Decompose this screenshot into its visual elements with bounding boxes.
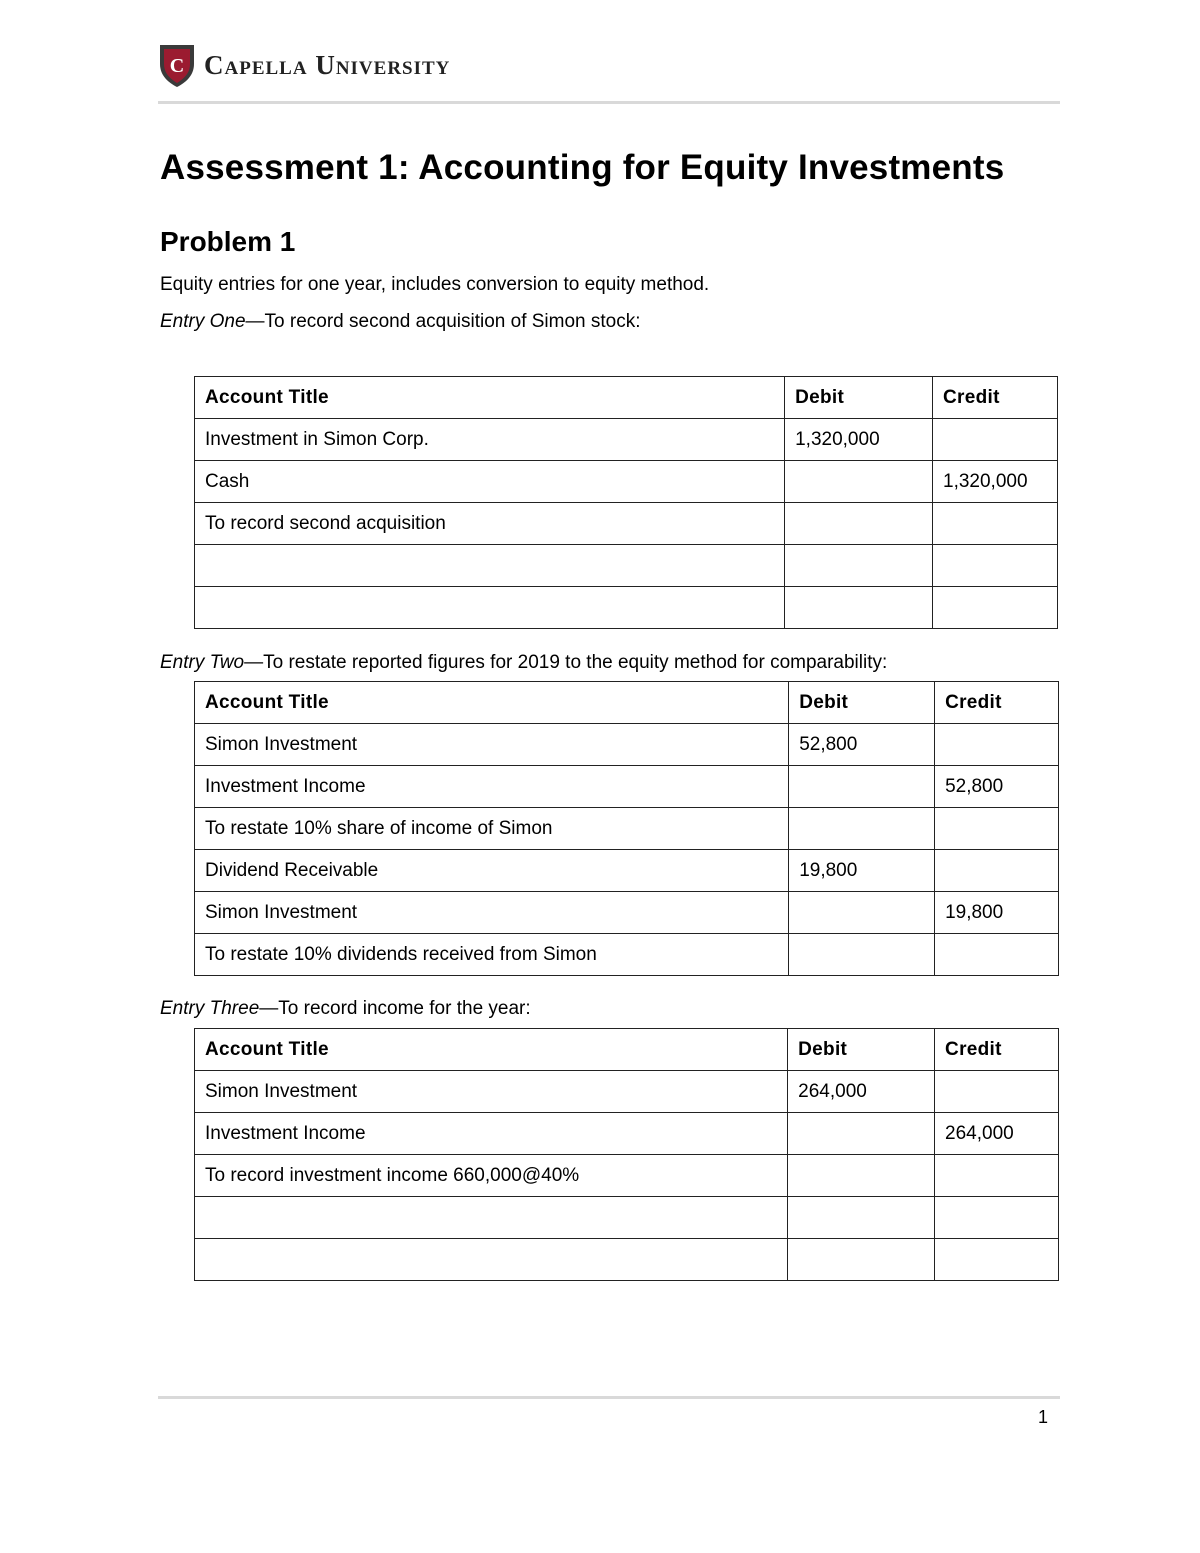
problem-heading: Problem 1 bbox=[160, 226, 296, 257]
account-cell: To record second acquisition bbox=[195, 503, 785, 545]
debit-cell bbox=[788, 1239, 935, 1281]
entry-label-italic: Entry Three bbox=[160, 998, 260, 1019]
account-cell: To record investment income 660,000@40% bbox=[195, 1155, 788, 1197]
table-header-row bbox=[195, 682, 1059, 724]
account-cell: To restate 10% share of income of Simon bbox=[195, 808, 789, 850]
header-credit: Credit bbox=[933, 377, 1058, 419]
entry-one-label bbox=[160, 311, 641, 333]
table-row bbox=[195, 808, 1059, 850]
table-row bbox=[195, 545, 1058, 587]
credit-cell bbox=[933, 503, 1058, 545]
debit-cell bbox=[788, 1155, 935, 1197]
credit-cell: 19,800 bbox=[935, 892, 1059, 934]
account-cell: Investment Income bbox=[195, 766, 789, 808]
table-row bbox=[195, 503, 1058, 545]
table-row bbox=[195, 1155, 1059, 1197]
credit-cell: 264,000 bbox=[935, 1113, 1059, 1155]
account-cell bbox=[195, 545, 785, 587]
header-divider bbox=[158, 101, 1060, 104]
entry-label-rest: —To record income for the year: bbox=[259, 998, 531, 1019]
header-credit: Credit bbox=[935, 1029, 1059, 1071]
table-row bbox=[195, 587, 1058, 629]
entry-label-rest: —To restate reported figures for 2019 to the equity method for comparability: bbox=[244, 652, 888, 673]
debit-cell bbox=[789, 808, 935, 850]
debit-cell bbox=[789, 934, 935, 976]
header-debit: Debit bbox=[789, 682, 935, 724]
debit-cell: 1,320,000 bbox=[785, 419, 933, 461]
page-title: Assessment 1: Accounting for Equity Investments bbox=[160, 148, 1005, 187]
entry-two-table bbox=[194, 681, 1059, 976]
entry-label-rest: —To record second acquisition of Simon stock: bbox=[245, 311, 641, 332]
credit-cell bbox=[935, 1239, 1059, 1281]
svg-text:C: C bbox=[169, 55, 185, 77]
credit-cell bbox=[935, 934, 1059, 976]
account-cell bbox=[195, 1239, 788, 1281]
account-cell: To restate 10% dividends received from Simon bbox=[195, 934, 789, 976]
entry-label-italic: Entry One bbox=[160, 311, 246, 332]
header-account-title: Account Title bbox=[195, 682, 789, 724]
debit-cell bbox=[785, 461, 933, 503]
account-cell: Dividend Receivable bbox=[195, 850, 789, 892]
credit-cell bbox=[935, 724, 1059, 766]
credit-cell: 52,800 bbox=[935, 766, 1059, 808]
account-cell: Simon Investment bbox=[195, 892, 789, 934]
table-row bbox=[195, 850, 1059, 892]
problem-description: Equity entries for one year, includes conversion to equity method. bbox=[160, 274, 710, 295]
account-cell: Simon Investment bbox=[195, 724, 789, 766]
table-row bbox=[195, 1239, 1059, 1281]
table-row bbox=[195, 892, 1059, 934]
table-row bbox=[195, 934, 1059, 976]
entry-three-label bbox=[160, 998, 531, 1020]
debit-cell bbox=[789, 892, 935, 934]
entry-label-italic: Entry Two bbox=[160, 652, 245, 673]
credit-cell: 1,320,000 bbox=[933, 461, 1058, 503]
table-row bbox=[195, 724, 1059, 766]
header bbox=[158, 42, 450, 88]
entry-three-table bbox=[194, 1028, 1059, 1281]
table-row bbox=[195, 419, 1058, 461]
page-number: 1 bbox=[1037, 1407, 1048, 1427]
debit-cell bbox=[785, 587, 933, 629]
table-row bbox=[195, 1197, 1059, 1239]
table-header-row bbox=[195, 377, 1058, 419]
debit-cell bbox=[785, 503, 933, 545]
debit-cell: 52,800 bbox=[789, 724, 935, 766]
header-debit: Debit bbox=[788, 1029, 935, 1071]
header-account-title: Account Title bbox=[195, 1029, 788, 1071]
credit-cell bbox=[935, 1155, 1059, 1197]
entry-two-label bbox=[160, 652, 887, 674]
account-cell: Investment Income bbox=[195, 1113, 788, 1155]
table-header-row bbox=[195, 1029, 1059, 1071]
account-cell bbox=[195, 1197, 788, 1239]
account-cell: Simon Investment bbox=[195, 1071, 788, 1113]
shield-c-icon bbox=[158, 42, 196, 88]
account-cell: Cash bbox=[195, 461, 785, 503]
table-row bbox=[195, 461, 1058, 503]
brand-name: Capella University bbox=[204, 49, 451, 80]
account-cell bbox=[195, 587, 785, 629]
debit-cell: 264,000 bbox=[788, 1071, 935, 1113]
entry-one-table bbox=[194, 376, 1058, 629]
credit-cell bbox=[935, 808, 1059, 850]
header-debit: Debit bbox=[785, 377, 933, 419]
credit-cell bbox=[933, 587, 1058, 629]
account-cell: Investment in Simon Corp. bbox=[195, 419, 785, 461]
header-account-title: Account Title bbox=[195, 377, 785, 419]
table-row bbox=[195, 1071, 1059, 1113]
credit-cell bbox=[935, 1197, 1059, 1239]
debit-cell bbox=[789, 766, 935, 808]
credit-cell bbox=[933, 545, 1058, 587]
credit-cell bbox=[935, 850, 1059, 892]
footer-divider bbox=[158, 1396, 1060, 1399]
credit-cell bbox=[935, 1071, 1059, 1113]
table-row bbox=[195, 766, 1059, 808]
debit-cell bbox=[788, 1197, 935, 1239]
credit-cell bbox=[933, 419, 1058, 461]
header-credit: Credit bbox=[935, 682, 1059, 724]
debit-cell: 19,800 bbox=[789, 850, 935, 892]
table-row bbox=[195, 1113, 1059, 1155]
debit-cell bbox=[785, 545, 933, 587]
debit-cell bbox=[788, 1113, 935, 1155]
